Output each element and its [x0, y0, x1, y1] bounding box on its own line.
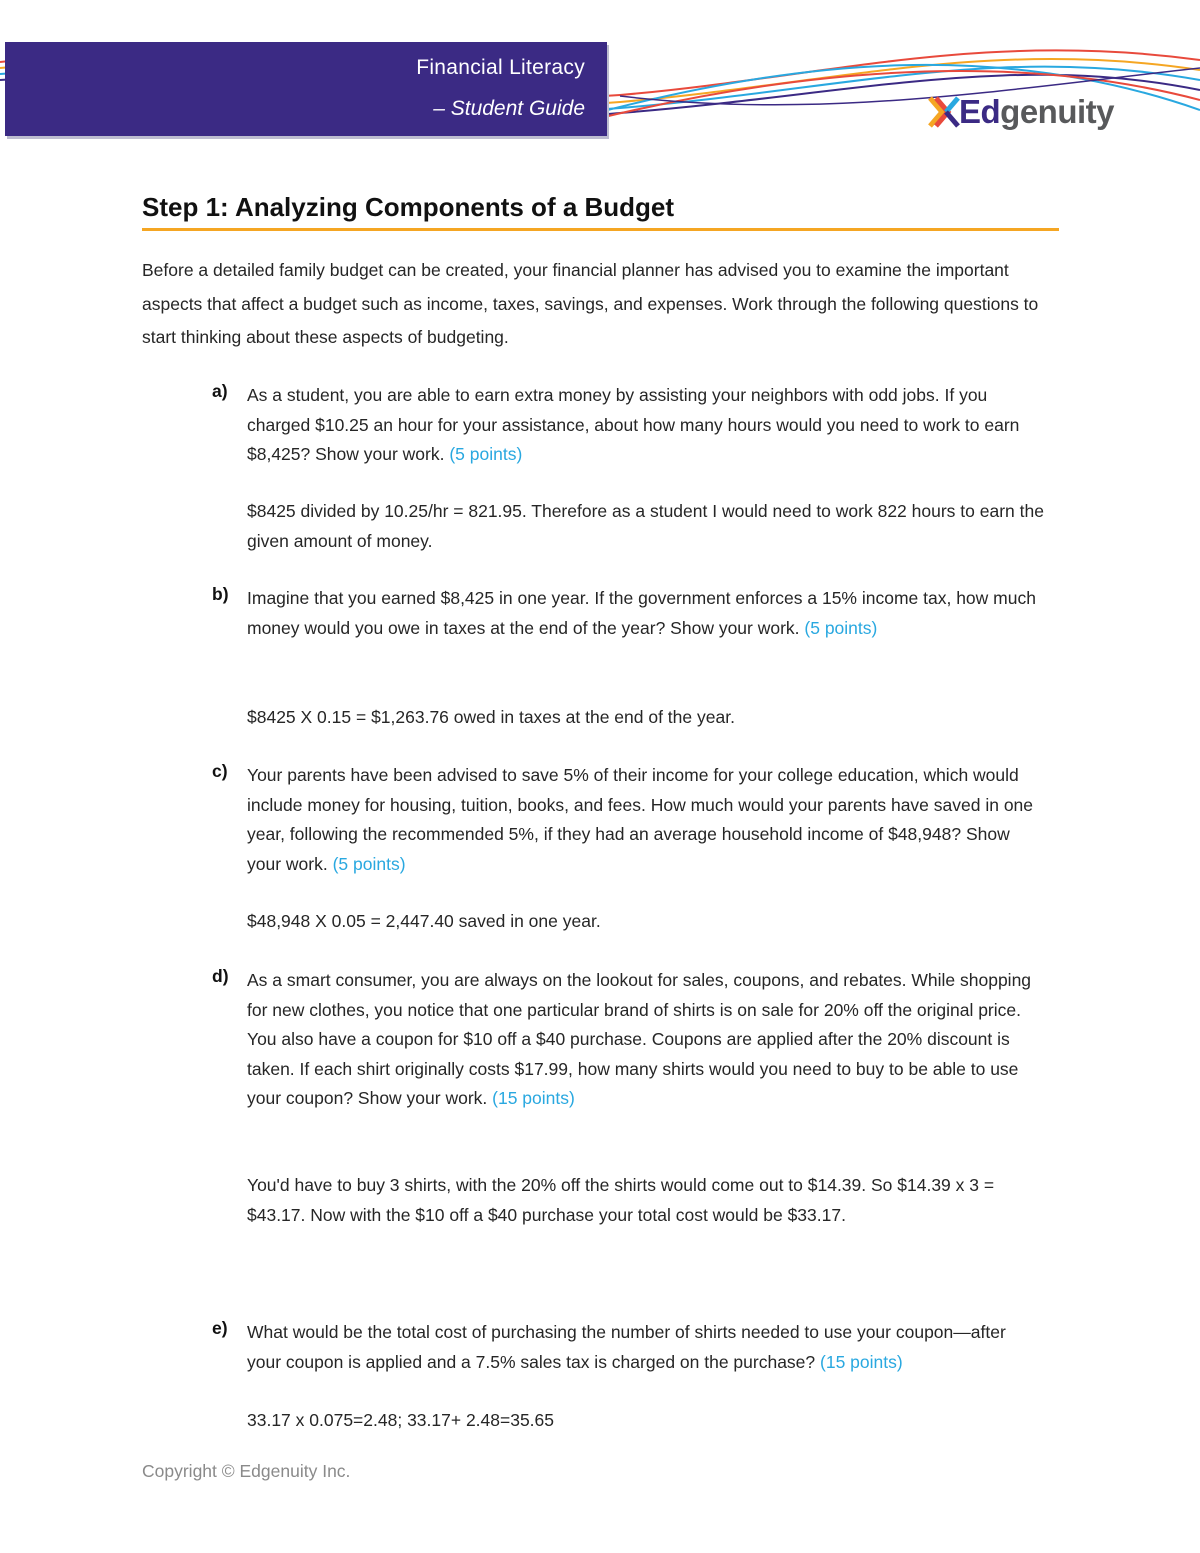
answer-b: $8425 X 0.15 = $1,263.76 owed in taxes at the end of the year. [247, 707, 735, 727]
question-points: (5 points) [449, 444, 523, 465]
question-points: (5 points) [332, 853, 406, 874]
question-letter: b) [212, 584, 229, 604]
question-letter: e) [212, 1318, 228, 1338]
copyright-footer: Copyright © Edgenuity Inc. [142, 1461, 351, 1481]
question-points: (15 points) [492, 1088, 575, 1109]
answer-e: 33.17 x 0.075=2.48; 33.17+ 2.48=35.65 [247, 1410, 555, 1430]
question-letter: a) [212, 381, 228, 401]
question-text: Your parents have been advised to save 5% of their income for your college education, which would include money for housing, tuition, books, and fees. How much would your parents have saved in one year, following the recommended 5%, if they had an average household income of $48,948? Show your work. (5 points) [247, 765, 1034, 874]
guide-title-banner [5, 42, 607, 136]
edgenuity-logo [926, 92, 1114, 132]
answer-c: $48,948 X 0.05 = 2,447.40 saved in one year. [247, 911, 601, 931]
course-title: Financial Literacy [416, 56, 585, 79]
guide-subtitle: – Student Guide [433, 97, 585, 120]
intro-paragraph: Before a detailed family budget can be created, your financial planner has advised you to examine the important aspects that affect a budget such as income, taxes, savings, and expenses. Work through the following questions to start thinking about these aspects of budgeting. [142, 260, 1039, 347]
question-text: Imagine that you earned $8,425 in one year. If the government enforces a 15% income tax, how much money would you owe in taxes at the end of the year? Show your work. (5 points) [247, 588, 1036, 638]
answer-d: You'd have to buy 3 shirts, with the 20% off the shirts would come out to $14.39. So $14.39 x 3 = $43.17. Now with the $10 off a $40 purchase your total cost would be $33.17. [247, 1175, 995, 1225]
question-text: As a smart consumer, you are always on the lookout for sales, coupons, and rebates. While shopping for new clothes, you notice that one particular brand of shirts is on sale for 20% off the original price. You also have a coupon for $10 off a $40 purchase. Coupons are applied after the 20% discount is taken. If each shirt originally costs $17.99, how many shirts would you need to buy to be able to use your coupon? Show your work. (15 points) [247, 970, 1032, 1109]
question-text: As a student, you are able to earn extra money by assisting your neighbors with odd jobs. If you charged $10.25 an hour for your assistance, about how many hours would you need to work to earn $8,425? Show your work. (5 points) [247, 385, 1020, 465]
question-points: (5 points) [804, 617, 878, 638]
step-heading: Step 1: Analyzing Components of a Budget [142, 192, 675, 222]
heading-underline [142, 228, 1059, 231]
question-letter: c) [212, 761, 228, 781]
answer-a: $8425 divided by 10.25/hr = 821.95. Therefore as a student I would need to work 822 hours to earn the given amount of money. [247, 501, 1044, 551]
question-points: (15 points) [820, 1351, 903, 1372]
logo-wordmark: Edgenuity [959, 93, 1115, 130]
question-text: What would be the total cost of purchasing the number of shirts needed to use your coupon—after your coupon is applied and a 7.5% sales tax is charged on the purchase? (15 points) [247, 1322, 1006, 1372]
x-mark-icon [926, 94, 962, 130]
question-letter: d) [212, 966, 229, 986]
